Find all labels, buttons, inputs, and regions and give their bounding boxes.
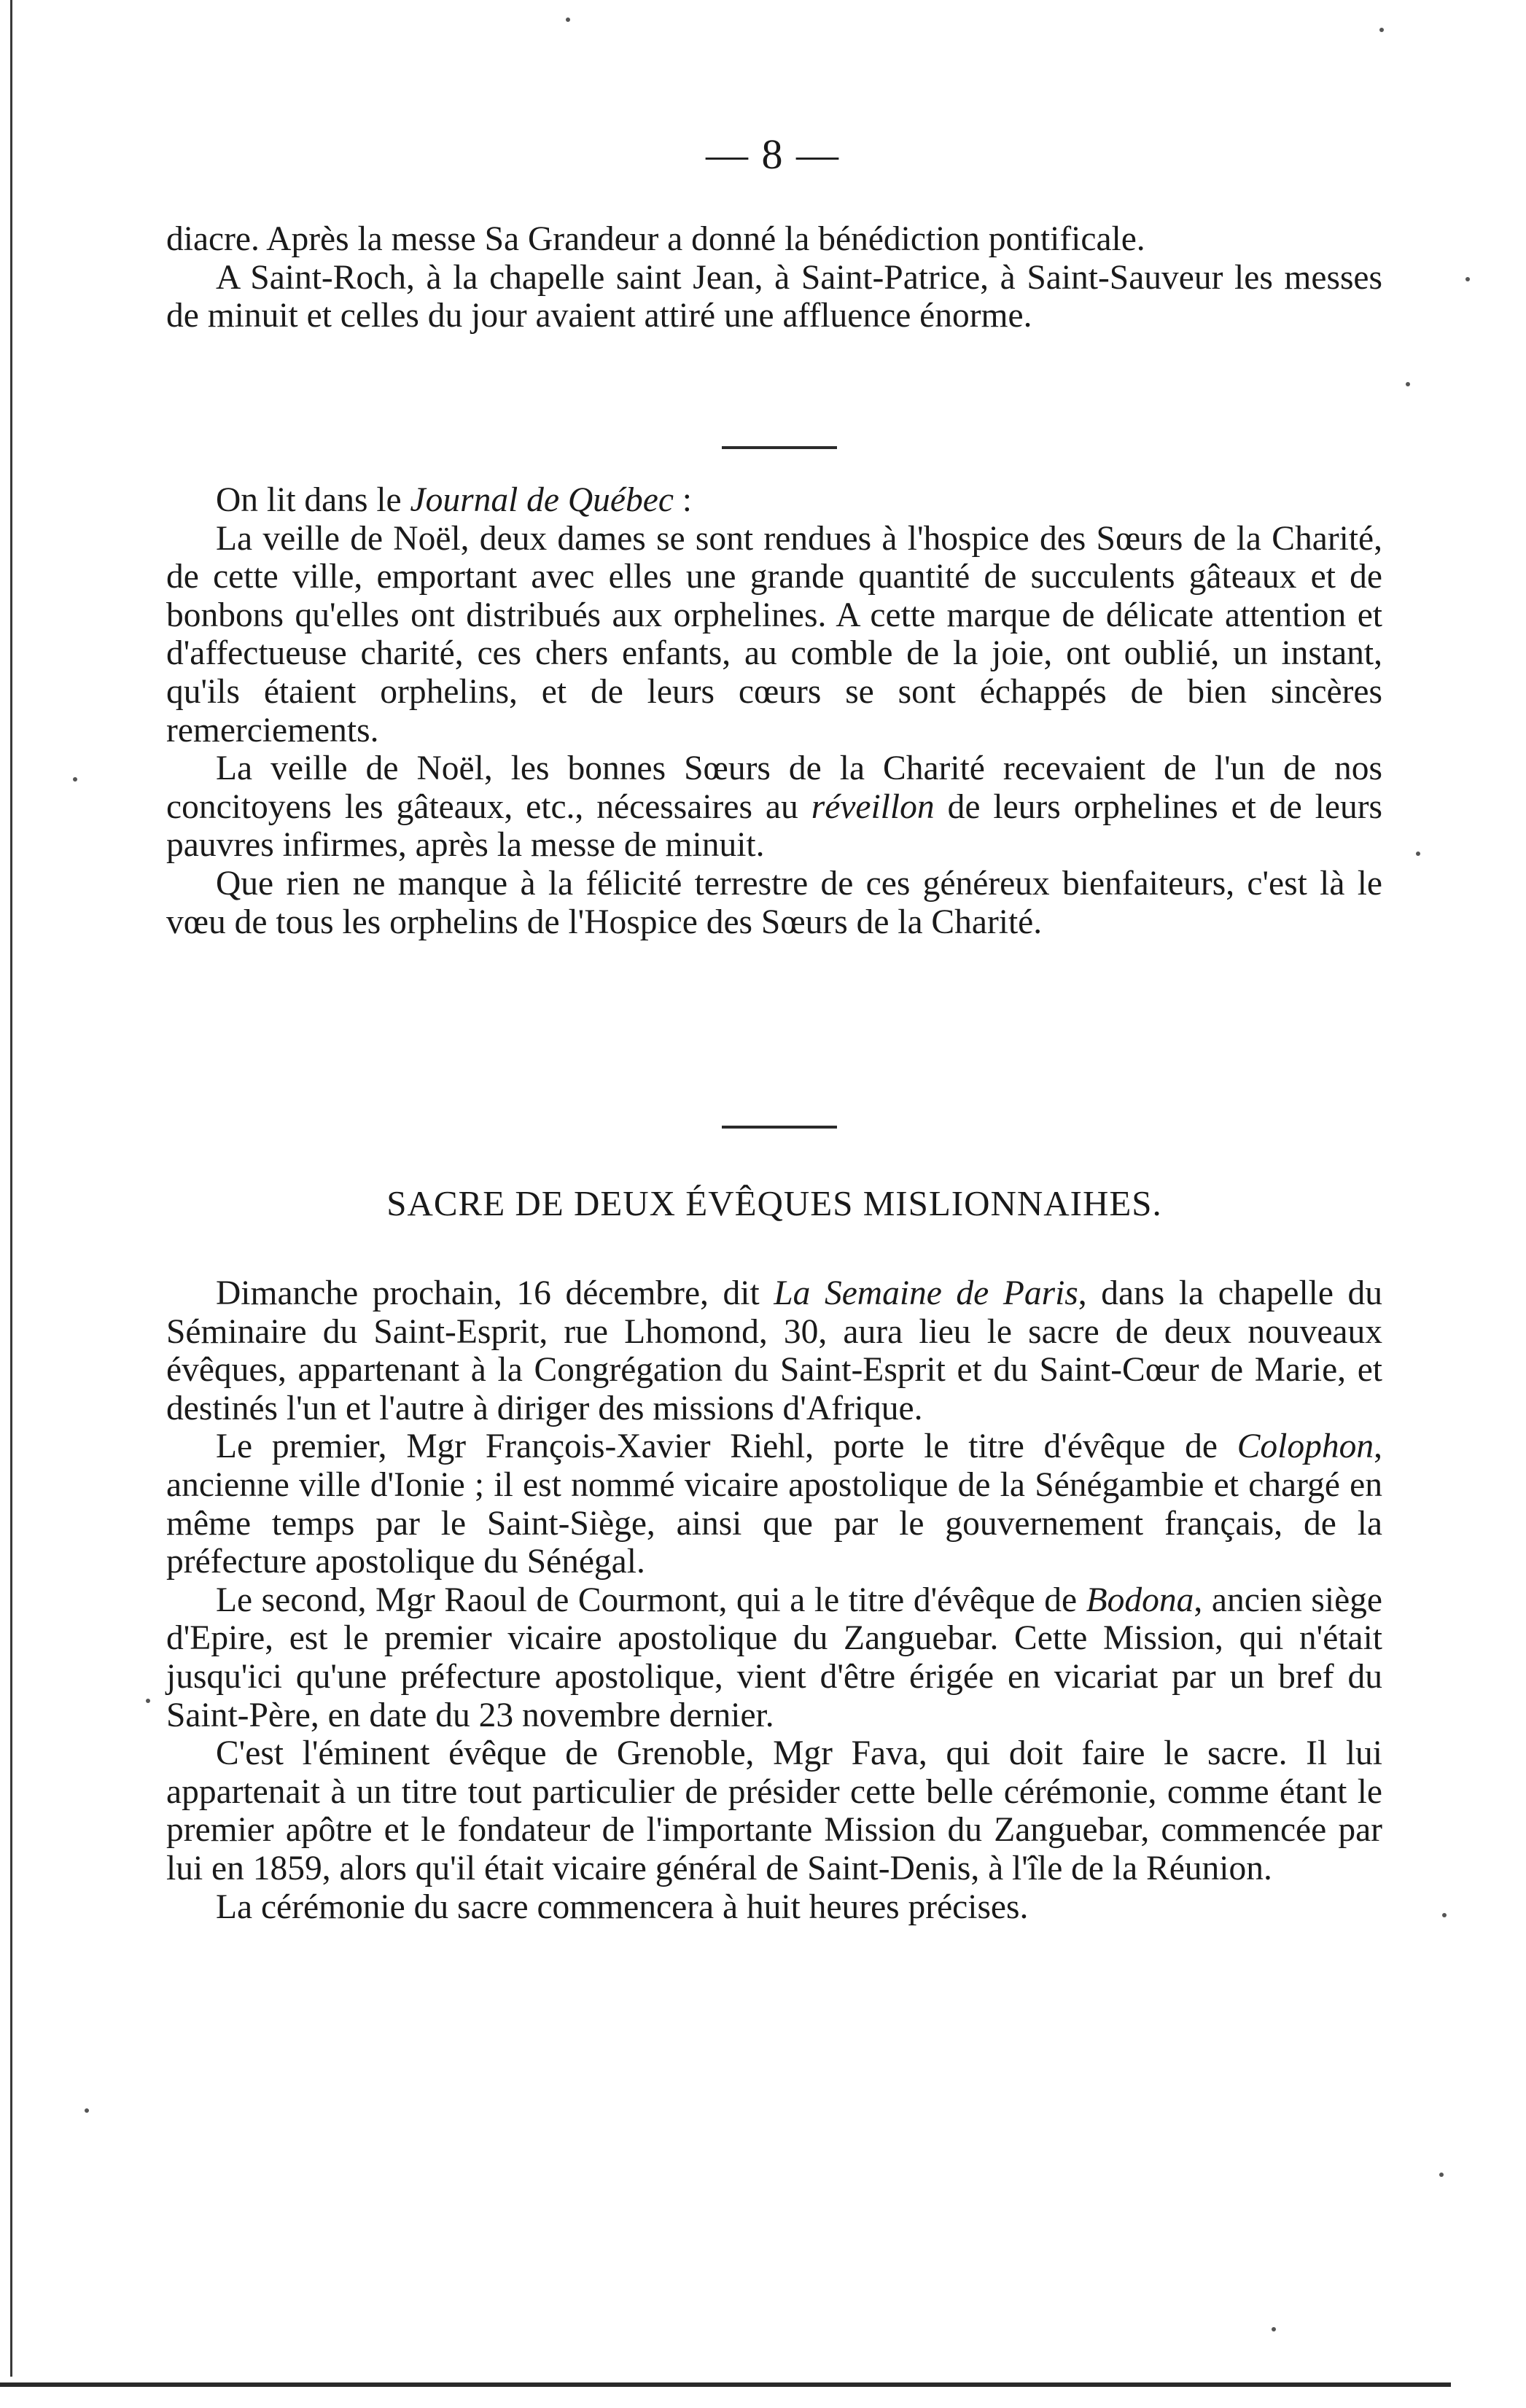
paragraph-saint-roch: A Saint-Roch, à la chapelle saint Jean, à Saint-Patrice, à Saint-Sauveur les messes de minuit et celles du jour avaient attiré une affluence énorme. (166, 258, 1382, 335)
italic-bodona: Bodona (1086, 1581, 1194, 1619)
italic-semaine-de-paris: La Semaine de Paris (774, 1274, 1078, 1312)
text-span: de leurs orphelines et de leurs pauvres infirmes, après la messe de minuit. (166, 787, 1382, 865)
paragraph-grenoble: C'est l'éminent évêque de Grenoble, Mgr Fava, qui doit faire le sacre. Il lui appartenait à un titre tout particulier de présider cette belle cérémonie, comme étant le premier apôtre et le fondateur de l'importante Mission du Zanguebar, commencée par lui en 1859, alors qu'il était vicaire général de Saint-Denis, à l'île de la Réunion. (166, 1734, 1382, 1887)
left-margin-rule (10, 0, 12, 2377)
paragraph-intro (166, 481, 1382, 520)
section-divider (722, 446, 837, 449)
intro-colon: : (673, 481, 692, 519)
text-span: , ancienne ville d'Ionie ; il est nommé vicaire apostolique de la Sénégambie et chargé en même temps par le Saint-Siège, ainsi que par le gouvernement français, de la préfecture apostolique du Sénégal. (166, 1427, 1382, 1581)
paragraph-premier (166, 1427, 1382, 1581)
scan-speck (1272, 2327, 1276, 2331)
paragraph-dimanche (166, 1274, 1382, 1427)
paragraph-veille-soeurs (166, 749, 1382, 865)
journal-title: Journal de Québec (410, 481, 674, 519)
scan-speck (1465, 277, 1470, 281)
paragraph-felicite: Que rien ne manque à la félicité terrestre de ces généreux bienfaiteurs, c'est là le vœu de tous les orphelins de l'Hospice des Sœurs de la Charité. (166, 864, 1382, 941)
section-divider (722, 1126, 837, 1129)
italic-colophon: Colophon (1237, 1427, 1374, 1466)
text-span: , ancien siège d'Epire, est le premier vicaire apostolique du Zanguebar. Cette Mission, qui n'était jusqu'ici qu'une préfecture apostolique, vient d'être érigée en vicariat par un bref du Saint-Père, en date du 23 novembre dernier. (166, 1581, 1383, 1734)
page-number: — 8 — (706, 130, 840, 178)
italic-reveillon: réveillon (811, 787, 935, 826)
text-span: Dimanche prochain, 16 décembre, dit (216, 1274, 774, 1312)
text-span: La veille de Noël, les bonnes Sœurs de la Charité recevaient de l'un de nos concitoyens les gâteaux, etc., nécessaires au (166, 749, 1382, 826)
paragraph-second (166, 1581, 1382, 1734)
scan-speck (1416, 852, 1420, 856)
scan-speck (73, 777, 77, 782)
scan-speck (85, 2108, 89, 2113)
paragraph-diacre: diacre. Après la messe Sa Grandeur a donné la bénédiction pontificale. (166, 220, 1145, 258)
scan-speck (566, 17, 570, 22)
text-span: Le premier, Mgr François-Xavier Riehl, porte le titre d'évêque de (216, 1427, 1237, 1466)
text-block-journal-quebec (166, 481, 1382, 941)
bottom-edge-rule (0, 2382, 1451, 2387)
scan-speck (146, 1699, 150, 1703)
scan-speck (1406, 382, 1410, 386)
text-span: Le second, Mgr Raoul de Courmont, qui a le titre d'évêque de (216, 1581, 1086, 1619)
section-heading: SACRE DE DEUX ÉVÊQUES MISLIONNAIHES. (386, 1183, 1162, 1223)
text-block-sacre (166, 1274, 1382, 1926)
intro-text: On lit dans le (216, 481, 410, 519)
paragraph-ceremonie: La cérémonie du sacre commencera à huit heures précises. (216, 1887, 1029, 1926)
scan-speck (1379, 28, 1384, 32)
scan-speck (1442, 1913, 1447, 1917)
paragraph-veille-dames: La veille de Noël, deux dames se sont rendues à l'hospice des Sœurs de la Charité, de cette ville, emportant avec elles une grande quantité de succulents gâteaux et de bonbons qu'elles ont distribués aux orphelines. A cette marque de délicate attention et d'affectueuse charité, ces chers enfants, au comble de la joie, ont oublié, un instant, qu'ils étaient orphelins, et de leurs cœurs se sont échappés de bien sincères remerciements. (166, 519, 1382, 749)
text-span: , dans la chapelle du Séminaire du Saint-Esprit, rue Lhomond, 30, aura lieu le sacre de deux nouveaux évêques, appartenant à la Congrégation du Saint-Esprit et du Saint-Cœur de Marie, et destinés l'un et l'autre à diriger des missions d'Afrique. (166, 1274, 1382, 1427)
scan-speck (1439, 2173, 1444, 2177)
text-block-opening (166, 220, 1382, 335)
